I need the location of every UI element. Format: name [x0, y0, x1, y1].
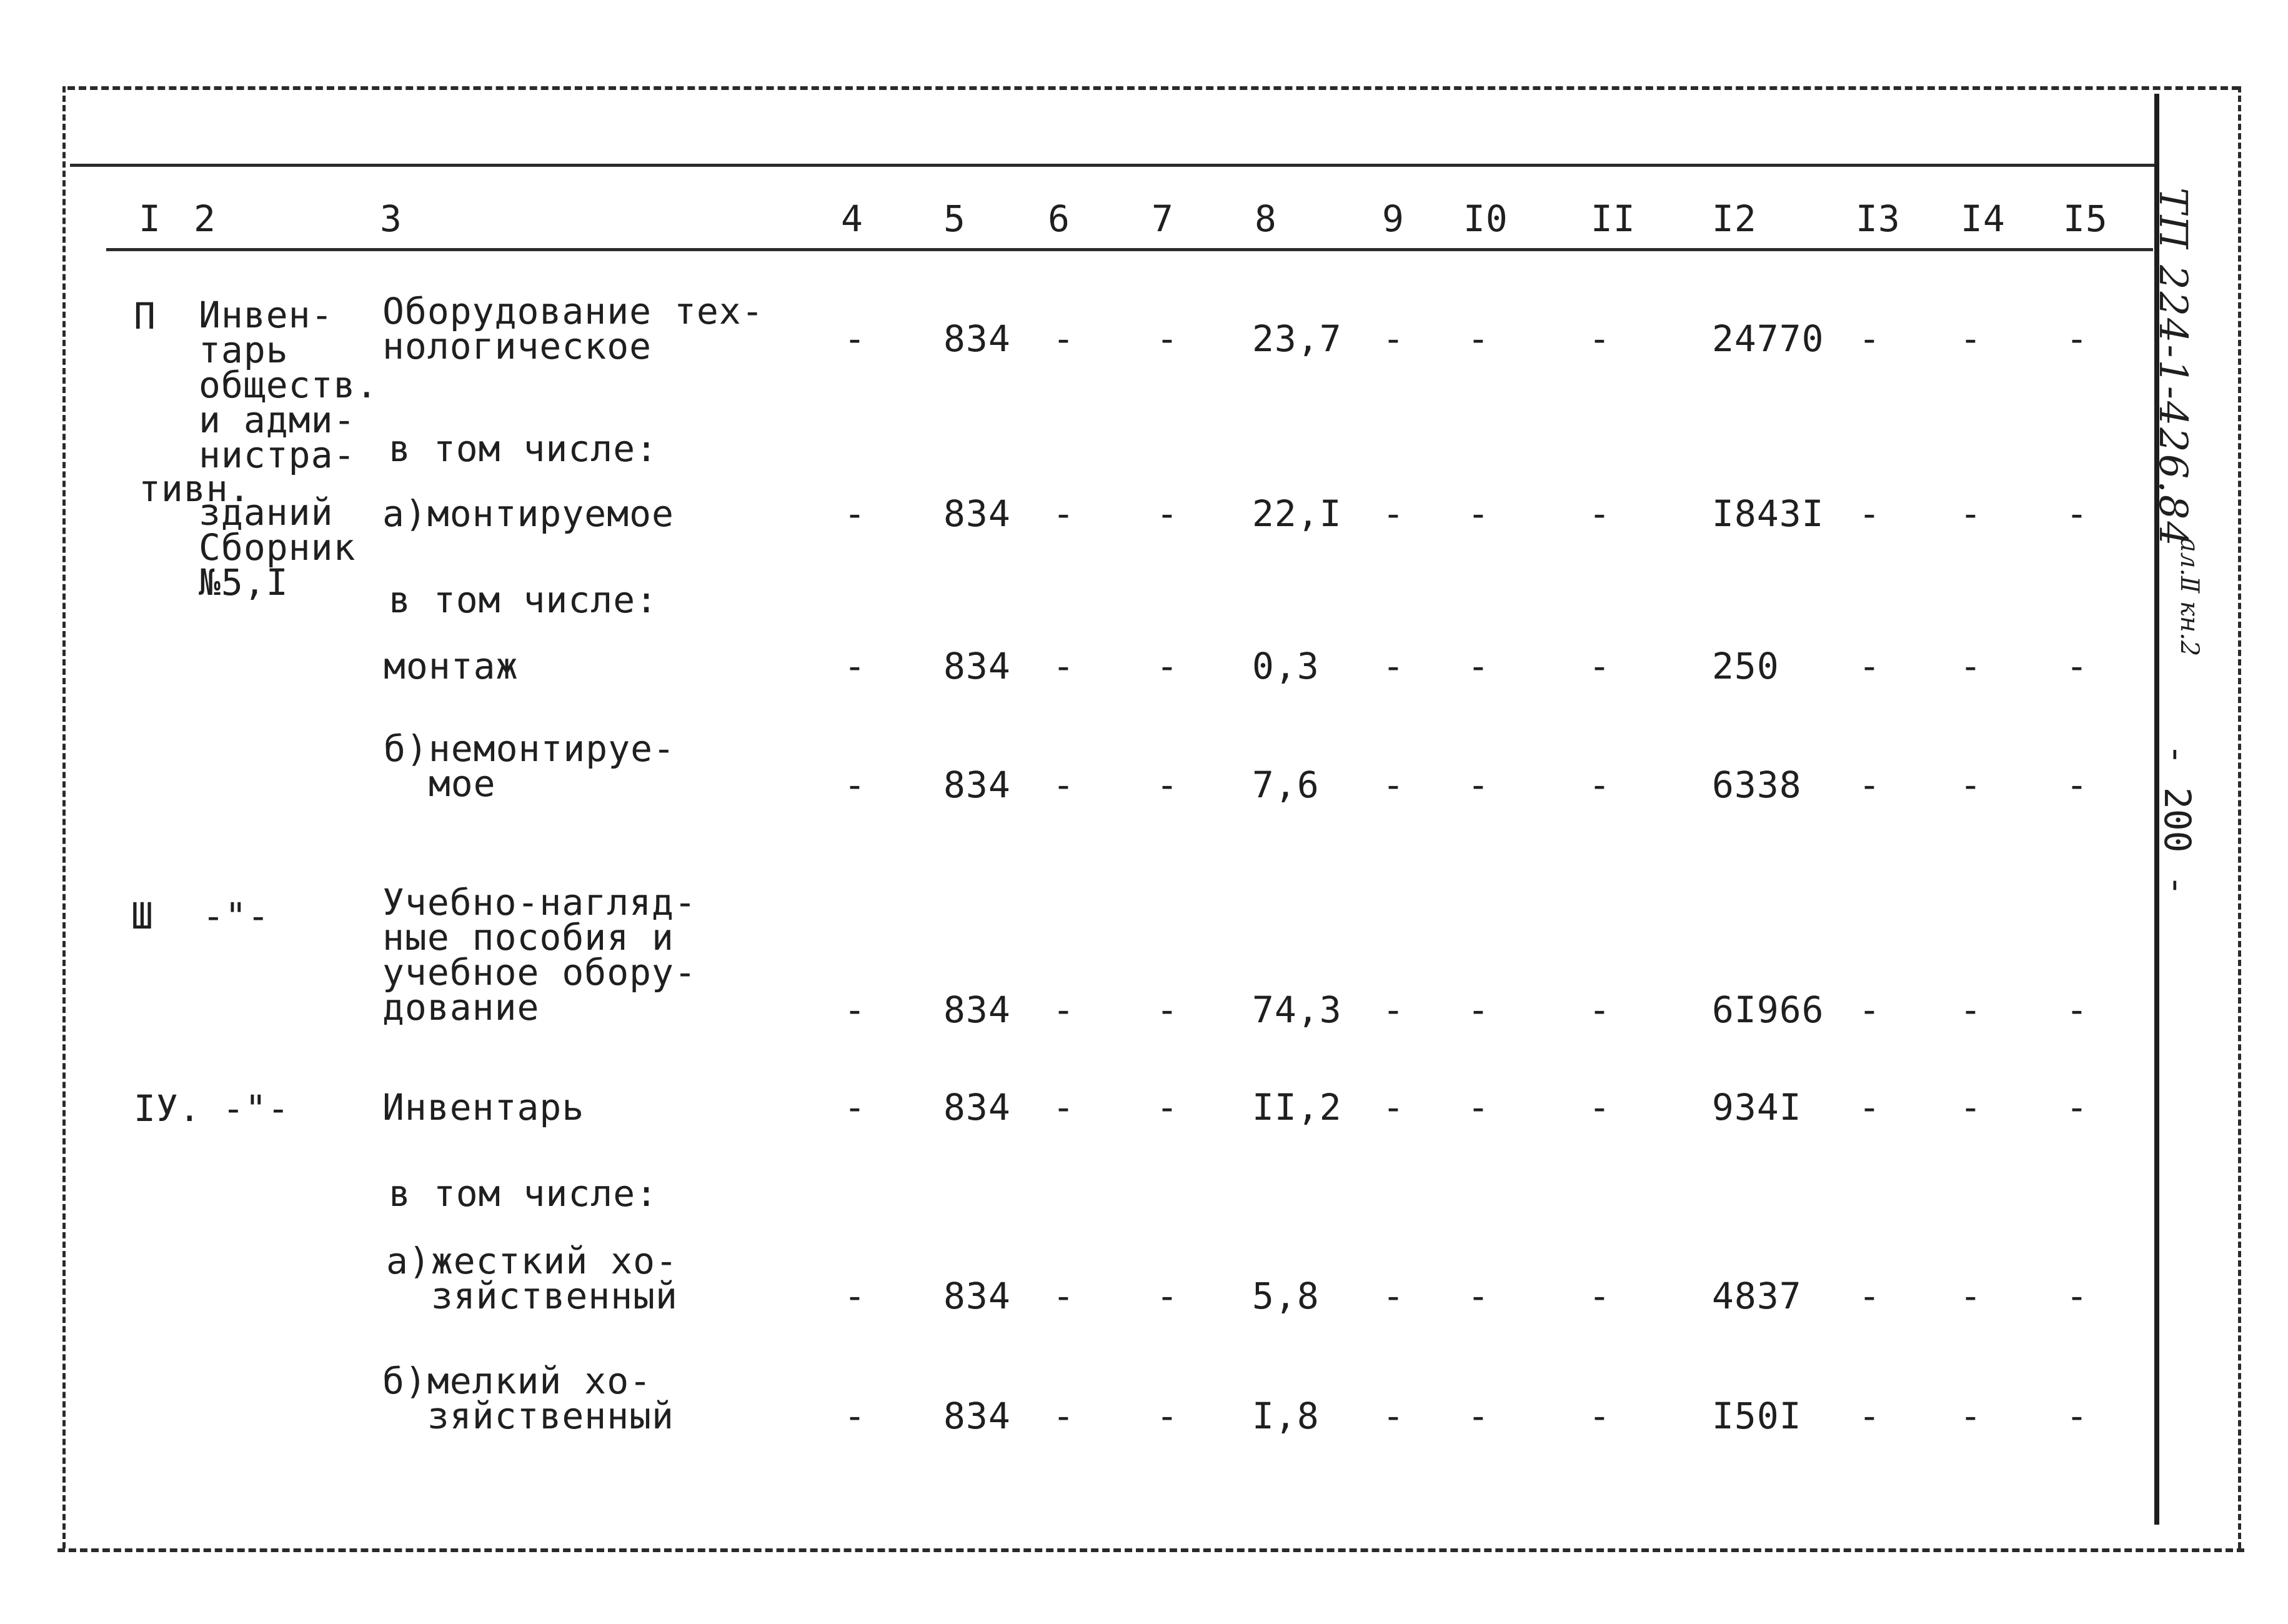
cell-col-13: - [1858, 989, 1881, 1031]
row-description: Учебно-нагляд- ные пособия и учебное обору- дование [382, 881, 697, 1029]
cell-col-6: - [1052, 317, 1075, 360]
cell-col-14: - [1959, 764, 1982, 806]
header-col-11: II [1591, 197, 1636, 240]
header-col-3: 3 [380, 197, 402, 240]
cell-col-14: - [1959, 989, 1982, 1031]
cell-col-5: 834 [943, 764, 1011, 806]
cell-col-15: - [2066, 989, 2088, 1031]
header-col-14: I4 [1961, 197, 2006, 240]
header-col-12: I2 [1712, 197, 1757, 240]
header-col-15: I5 [2063, 197, 2108, 240]
cell-col-4: - [843, 989, 866, 1031]
header-col-4: 4 [841, 197, 863, 240]
cell-col-12: 6I966 [1712, 989, 1824, 1031]
frame-left-border [62, 86, 66, 1548]
cell-col-4: - [843, 1275, 866, 1317]
cell-col-14: - [1959, 645, 1982, 687]
row-description: б)мелкий хо- зяйственный [382, 1360, 674, 1437]
table-header-rule [106, 248, 2153, 251]
cell-col-11: - [1588, 1086, 1611, 1128]
row-description: а)монтируемое [382, 492, 674, 535]
row-description: а)жесткий хо- зяйственный [386, 1240, 678, 1317]
cell-col-13: - [1858, 317, 1881, 360]
cell-col-7: - [1156, 645, 1178, 687]
cell-col-8: 74,3 [1252, 989, 1342, 1031]
row-description: в том числе: [389, 427, 659, 470]
header-col-13: I3 [1856, 197, 1901, 240]
header-col-10: I0 [1463, 197, 1508, 240]
cell-col-7: - [1156, 492, 1178, 535]
cell-col-8: 5,8 [1252, 1275, 1320, 1317]
document-code: ТП 224-1-426.84 [2151, 187, 2196, 548]
cell-col-6: - [1052, 1086, 1075, 1128]
cell-col-10: - [1467, 1275, 1490, 1317]
cell-col-14: - [1959, 1275, 1982, 1317]
frame-right-border [2238, 86, 2241, 1548]
cell-col-6: - [1052, 1275, 1075, 1317]
cell-col-13: - [1858, 764, 1881, 806]
cell-col-8: 22,I [1252, 492, 1342, 535]
cell-col-15: - [2066, 317, 2088, 360]
cell-col-4: - [843, 645, 866, 687]
cell-col-15: - [2066, 492, 2088, 535]
table-top-rule [70, 164, 2154, 167]
cell-col-6: - [1052, 1395, 1075, 1437]
cell-col-9: - [1382, 1395, 1405, 1437]
cell-col-11: - [1588, 764, 1611, 806]
header-col-6: 6 [1048, 197, 1070, 240]
cell-col-5: 834 [943, 645, 1011, 687]
cell-col-12: 4837 [1712, 1275, 1802, 1317]
cell-col-14: - [1959, 1086, 1982, 1128]
cell-col-4: - [843, 1395, 866, 1437]
cell-col-13: - [1858, 1395, 1881, 1437]
cell-col-6: - [1052, 764, 1075, 806]
cell-col-7: - [1156, 317, 1178, 360]
cell-col-8: 23,7 [1252, 317, 1342, 360]
cell-col-13: - [1858, 1275, 1881, 1317]
cell-col-11: - [1588, 492, 1611, 535]
cell-col-10: - [1467, 989, 1490, 1031]
cell-col-14: - [1959, 1395, 1982, 1437]
cell-col-14: - [1959, 317, 1982, 360]
cell-col-11: - [1588, 1395, 1611, 1437]
row-description: в том числе: [389, 1172, 659, 1215]
cell-col-10: - [1467, 317, 1490, 360]
cell-col-9: - [1382, 1275, 1405, 1317]
row-description: Инвентарь [382, 1086, 585, 1128]
cell-col-9: - [1382, 764, 1405, 806]
group-name-tail: тивн. [139, 467, 251, 510]
cell-col-6: - [1052, 645, 1075, 687]
cell-col-7: - [1156, 1275, 1178, 1317]
cell-col-15: - [2066, 764, 2088, 806]
frame-bottom-border [57, 1548, 2244, 1552]
group-name-end: зданий Сборник №5,I [199, 491, 356, 604]
cell-col-8: 0,3 [1252, 645, 1320, 687]
cell-col-8: II,2 [1252, 1086, 1342, 1128]
cell-col-12: 250 [1712, 645, 1779, 687]
group-name: Инвен- тарь обществ. и адми- нистра- [199, 294, 379, 476]
cell-col-7: - [1156, 989, 1178, 1031]
cell-col-12: 6338 [1712, 764, 1802, 806]
row-description: в том числе: [389, 579, 659, 621]
page-number: - 200 - [2156, 744, 2199, 897]
row-description: монтаж [384, 645, 519, 687]
cell-col-5: 834 [943, 989, 1011, 1031]
cell-col-10: - [1467, 1395, 1490, 1437]
cell-col-15: - [2066, 1395, 2088, 1437]
header-col-9: 9 [1382, 197, 1405, 240]
cell-col-14: - [1959, 492, 1982, 535]
cell-col-7: - [1156, 764, 1178, 806]
cell-col-12: I50I [1712, 1395, 1802, 1437]
cell-col-9: - [1382, 492, 1405, 535]
group-number: П [134, 295, 156, 337]
cell-col-7: - [1156, 1086, 1178, 1128]
cell-col-5: 834 [943, 317, 1011, 360]
cell-col-12: I843I [1712, 492, 1824, 535]
cell-col-10: - [1467, 764, 1490, 806]
cell-col-5: 834 [943, 1086, 1011, 1128]
header-col-8: 8 [1255, 197, 1277, 240]
header-col-1: I [139, 197, 161, 240]
cell-col-4: - [843, 492, 866, 535]
cell-col-4: - [843, 317, 866, 360]
cell-col-11: - [1588, 317, 1611, 360]
cell-col-15: - [2066, 1086, 2088, 1128]
cell-col-9: - [1382, 989, 1405, 1031]
cell-col-5: 834 [943, 492, 1011, 535]
cell-col-5: 834 [943, 1395, 1011, 1437]
cell-col-4: - [843, 1086, 866, 1128]
cell-col-11: - [1588, 989, 1611, 1031]
group-number: IУ. [134, 1087, 201, 1130]
cell-col-10: - [1467, 492, 1490, 535]
cell-col-13: - [1858, 645, 1881, 687]
row-description: Оборудование тех- нологическое [382, 290, 764, 367]
group-number: Ш [131, 895, 154, 937]
frame-top-border [67, 86, 2239, 90]
cell-col-12: 24770 [1712, 317, 1824, 360]
cell-col-13: - [1858, 1086, 1881, 1128]
group-name: -"- [202, 895, 270, 937]
header-col-5: 5 [943, 197, 966, 240]
cell-col-9: - [1382, 317, 1405, 360]
cell-col-6: - [1052, 492, 1075, 535]
cell-col-5: 834 [943, 1275, 1011, 1317]
cell-col-10: - [1467, 645, 1490, 687]
cell-col-12: 934I [1712, 1086, 1802, 1128]
cell-col-15: - [2066, 645, 2088, 687]
header-col-7: 7 [1151, 197, 1174, 240]
cell-col-8: I,8 [1252, 1395, 1320, 1437]
cell-col-10: - [1467, 1086, 1490, 1128]
group-name: -"- [222, 1087, 290, 1130]
cell-col-11: - [1588, 1275, 1611, 1317]
cell-col-11: - [1588, 645, 1611, 687]
cell-col-9: - [1382, 645, 1405, 687]
cell-col-15: - [2066, 1275, 2088, 1317]
cell-col-4: - [843, 764, 866, 806]
cell-col-8: 7,6 [1252, 764, 1320, 806]
cell-col-6: - [1052, 989, 1075, 1031]
cell-col-13: - [1858, 492, 1881, 535]
header-col-2: 2 [194, 197, 216, 240]
row-description: б)немонтируе- мое [384, 727, 675, 805]
cell-col-7: - [1156, 1395, 1178, 1437]
cell-col-9: - [1382, 1086, 1405, 1128]
document-volume: ал.Ⅱ кн.2 [2175, 537, 2204, 657]
